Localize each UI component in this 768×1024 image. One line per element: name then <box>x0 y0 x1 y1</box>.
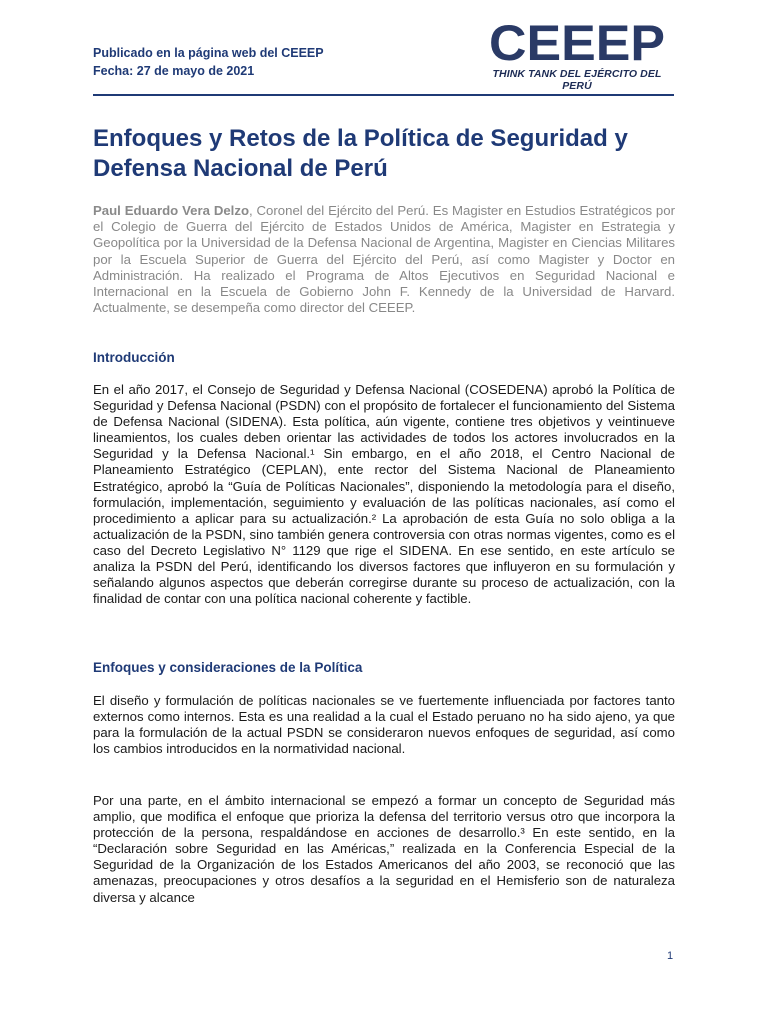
section-heading-enfoques: Enfoques y consideraciones de la Política <box>93 660 363 675</box>
publication-info <box>93 44 324 80</box>
section-heading-introduccion: Introducción <box>93 350 175 365</box>
author-name: Paul Eduardo Vera Delzo <box>93 203 249 218</box>
published-line: Publicado en la página web del CEEEP <box>93 46 324 60</box>
document-title: Enfoques y Retos de la Política de Seguridad y Defensa Nacional de Perú <box>93 125 628 182</box>
paragraph: El diseño y formulación de políticas nacionales se ve fuertemente influenciada por factores tanto externos como internos. Esta es una realidad a la cual el Estado peruano no ha sido ajeno, ya que para la formulación de la actual PSDN se consideraron nuevos enfoques de seguridad, así como los cambios introducidos en la normatividad nacional. <box>93 693 675 757</box>
publication-date: Fecha: 27 de mayo de 2021 <box>93 64 255 78</box>
logo-wordmark: CEEEP <box>489 18 665 66</box>
author-bio-text: , Coronel del Ejército del Perú. Es Magister en Estudios Estratégicos por el Colegio de Guerra del Ejército de Estados Unidos de América, Magister en Estrategia y Geopolítica por la Universidad de la Defensa Nacional de Argentina, Magister en Ciencias Militares por la Escuela Superior de Guerra del Ejército del Perú, así como Magister y Doctor en Administración. Ha realizado el Programa de Altos Ejecutivos en Seguridad Nacional e Internacional en la Escuela de Gobierno John F. Kennedy de la Universidad de Harvard. Actualmente, se desempeña como director del CEEEP. <box>93 203 675 316</box>
paragraph: Por una parte, en el ámbito internacional se empezó a formar un concepto de Seguridad más amplio, que modifica el enfoque que prioriza la defensa del territorio versus otro que incorpora la protección de la persona, respaldándose en acciones de desarrollo.³ En este sentido, en la “Declaración sobre Seguridad en las Américas,” realizada en la Conferencia Especial de la Seguridad de la Organización de los Estados Americanos del año 2003, se reconoció que las amenazas, preocupaciones y otros desafíos a la seguridad en el Hemisferio son de naturaleza diversa y alcance <box>93 793 675 905</box>
ceeep-logo <box>482 18 672 92</box>
header-divider <box>93 94 674 96</box>
page-number: 1 <box>667 950 674 962</box>
author-bio <box>93 203 675 316</box>
paragraph: En el año 2017, el Consejo de Seguridad y Defensa Nacional (COSEDENA) aprobó la Política de Seguridad y Defensa Nacional (PSDN) con el propósito de fortalecer el funcionamiento del Sistema de Defensa Nacional (SIDENA). Esta política, aún vigente, contiene tres objetivos y veintinueve lineamientos, los cuales deben orientar las actividades de todos los actores involucrados en la Seguridad y la Defensa Nacional.¹ Sin embargo, en el año 2018, el Centro Nacional de Planeamiento Estratégico (CEPLAN), ente rector del Sistema Nacional de Planeamiento Estratégico, aprobó la “Guía de Políticas Nacionales”, disponiendo la metodología para el diseño, formulación, implementación, seguimiento y evaluación de las políticas nacionales, así como el procedimiento a aplicar para su actualización.² La aprobación de esta Guía no solo obliga a la actualización de la PSDN, sino también genera controversia con otras normas vigentes, como es el caso del Decreto Legislativo N° 1129 que rige el SIDENA. En ese sentido, en este artículo se analiza la PSDN del Perú, identificando los diversos factores que influyeron en su formulación y señalando algunos aspectos que deberán corregirse durante su proceso de actualización, con la finalidad de contar con una política nacional coherente y factible. <box>93 382 675 607</box>
logo-tagline: THINK TANK DEL EJÉRCITO DEL PERÚ <box>492 68 662 92</box>
ceeep-logo-mark <box>482 18 672 66</box>
